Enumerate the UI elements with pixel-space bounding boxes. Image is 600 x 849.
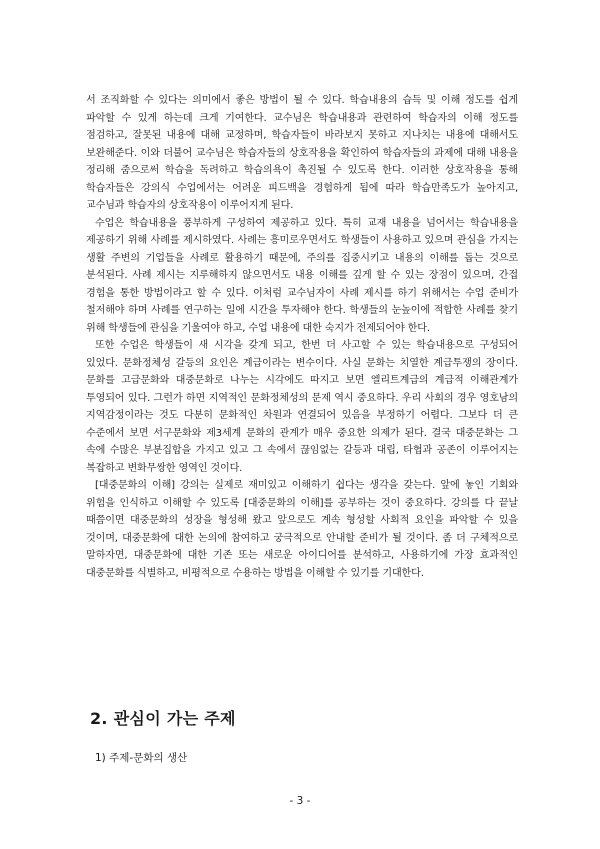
body-text [86, 92, 518, 582]
section-heading: 2. 관심이 가는 주제 [90, 709, 236, 728]
paragraph-1: 서 조직화할 수 있다는 의미에서 좋은 방법이 될 수 있다. 학습내용의 습득 및 이해 정도를 쉽게 파악할 수 있게 하는데 크게 기여한다. 교수님은 학습내용과 관련하여 학습자의 이해 정도를 점검하고, 잘못된 내용에 대해 교정하며, 학습자들이 바라보지 못하고 지나치는 내용에 대해서도 보완해준다. 이와 더불어 교수님은 학습자들의 상호작용을 확인하여 학습자들의 과제에 대해 내용을 정리해 줌으로써 학습을 독려하고 학습의욕이 촉진될 수 있도록 한다. 이러한 상호작용을 통해 학습자들은 강의식 수업에서는 어려운 피드백을 경험하게 됨에 따라 학습만족도가 높아지고, 교수님과 학습자의 상호작용이 이루어지게 된다. [86, 95, 518, 211]
sub-heading: 1) 주제-문화의 생산 [95, 752, 188, 764]
paragraph-2: 수업은 학습내용을 풍부하게 구성하여 제공하고 있다. 특히 교재 내용을 넘어서는 학습내용을 제공하기 위해 사례를 제시하였다. 사례는 흥미로우면서도 학생들이 사용하고 있으며 관심을 가지는 생활 주변의 기업들을 사례로 활용하기 때문에, 주의를 집중시키고 내용의 이해를 돕는 것으로 분석된다. 사례 제시는 지루해하지 않으면서도 내용 이해를 깊게 할 수 있는 장점이 있으며, 간접 경험을 통한 방법이라고 할 수 있다. 이처럼 교수님자이 사례 제시를 하기 위해서는 수업 준비가 철저해야 하며 사례를 연구하는 일에 시간을 투자해야 한다. 학생들의 눈높이에 적합한 사례를 찾기 위해 학생들에 관심을 기울여야 하고, 수업 내용에 대한 숙지가 전제되어야 한다. [86, 217, 518, 334]
page-number: - 3 - [289, 795, 311, 807]
paragraph-3: 또한 수업은 학생들이 새 시각을 갖게 되고, 한번 더 사고할 수 있는 학습내용으로 구성되어 있었다. 문화정체성 갈등의 요인은 계급이라는 변수이다. 사실 문화는 치열한 계급투쟁의 장이다. 문화를 고급문화와 대중문화로 나누는 시각에도 따지고 보면 엘리트계급의 계급적 이해관계가 투영되어 있다. 그런가 하면 지역적인 문화정체성의 문제 역시 중요하다. 우리 사회의 경우 영호남의 지역감정이라는 것도 다분히 문화적인 차원과 연결되어 있음을 부정하기 어렵다. 그보다 더 큰 수준에서 보면 서구문화와 제3세계 문화의 관계가 매우 중요한 의제가 된다. 결국 대중문화는 그 속에 수많은 부분집합을 가지고 있고 그 속에서 끊임없는 갈등과 대립, 타협과 공존이 이루어지는 복잡하고 변화무쌍한 영역인 것이다. [86, 340, 518, 474]
paragraph-4: [대중문화의 이해] 강의는 실제로 재미있고 이해하기 쉽다는 생각을 갖는다. 앞에 놓인 기회와 위험을 인식하고 이해할 수 있도록 [대중문화의 이해]를 공부하는 것이 중요하다. 강의를 다 끝날 때쯤이면 대중문화의 성장을 형성해 왔고 앞으로도 계속 형성할 사회적 요인을 파악할 수 있을 것이며, 대중문화에 대한 논의에 참여하고 궁극적으로 안내할 준비가 될 것이다. 좀 더 구체적으로 말하자면, 대중문화에 대한 기존 또는 새로운 아이디어를 분석하고, 사용하기에 가장 효과적인 대중문화를 식별하고, 비평적으로 수용하는 방법을 이해할 수 있기를 기대한다. [86, 480, 518, 579]
